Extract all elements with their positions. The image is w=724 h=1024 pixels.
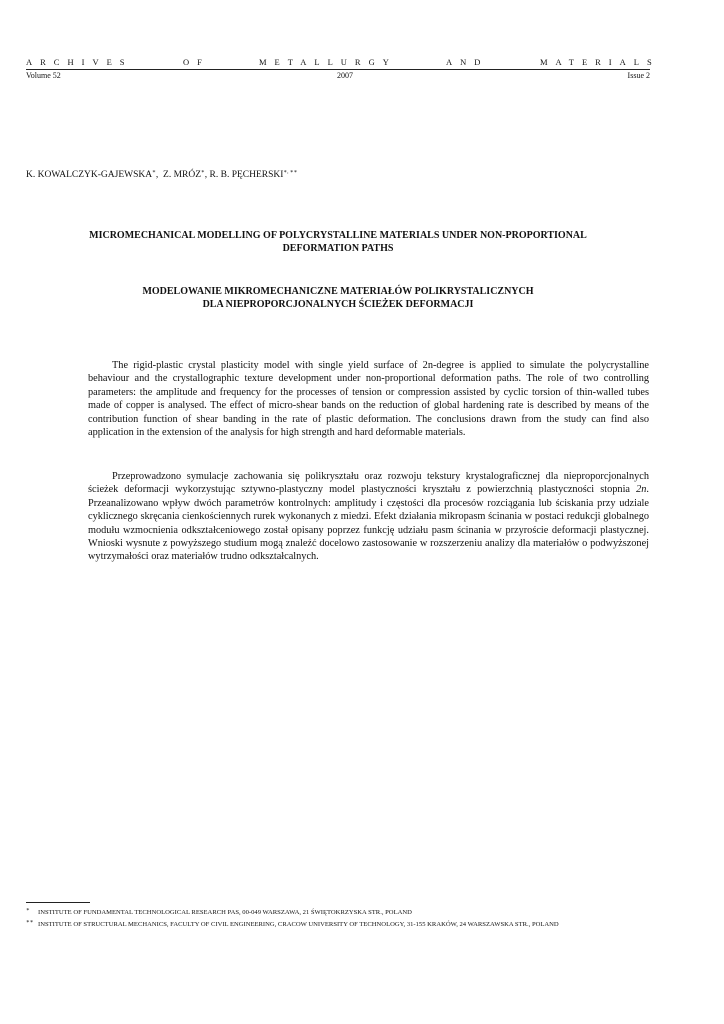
title-line: MICROMECHANICAL MODELLING OF POLYCRYSTALLINE MATERIALS UNDER NON-PROPORTIONAL	[89, 230, 587, 241]
abstract-polish	[88, 470, 649, 564]
journal-word-and: AND	[446, 57, 489, 67]
affiliation-mark: ∗	[152, 169, 156, 175]
title-line: DEFORMATION PATHS	[282, 242, 394, 254]
footnote-affiliation-1	[26, 907, 412, 916]
author-name: K. KOWALCZYK-GAJEWSKA	[26, 170, 153, 180]
paper-title-polish	[60, 286, 616, 311]
abstract-text: . Przeanalizowano wpływ dwóch parametrów kontrolnych: amplitudy i częstości dla procesów rozciągania lub ściskania przy udziale cyklicznego skręcania cienkościennych rurek wykonanych z miedzi. Efekt działania mikropasm ścinania w postaci redukcji globalnego modułu wzmocnienia odkształceniowego został opisany poprzez funkcję udziału pasm ścinania w przyroście deformacji plastycznej. Wnioski wysnute z powyższego studium mogą znaleźć docelowo zastosowanie w rozszerzeniu analizy dla materiałów o podwyższonej wytrzymałości oraz materiałów trudno odkształcalnych.	[88, 484, 649, 563]
header-rule	[26, 69, 650, 70]
author-name: Z. MRÓZ	[163, 170, 202, 180]
journal-word-metallurgy: METALLURGY	[259, 57, 397, 67]
abstract-text: Przeprowadzono symulacje zachowania się polikryształu oraz rozwoju tekstury krystalograficznej dla nieproporcjonalnych ścieżek deformacji wykorzystując sztywno-plastyczny model plastyczności kryształu z powierzchnią plastyczności stopnia	[88, 471, 649, 496]
footnote-text: INSTITUTE OF FUNDAMENTAL TECHNOLOGICAL RESEARCH PAS, 00-049 WARSZAWA, 21 ŚWIĘTOKRZYSKA STR., POLAND	[38, 909, 412, 916]
journal-word-archives: ARCHIVES	[26, 57, 133, 67]
footnote-mark: ∗∗	[26, 919, 34, 925]
footnote-mark: ∗	[26, 907, 30, 913]
math-symbol: 2n	[636, 484, 647, 496]
paper-title-english	[60, 230, 616, 255]
journal-word-of: OF	[183, 57, 210, 67]
affiliation-mark: ∗, ∗∗	[283, 169, 298, 175]
issue-label: Issue 2	[627, 71, 650, 80]
footnote-rule	[26, 902, 90, 903]
volume-label: Volume 52	[26, 71, 61, 80]
footnote-text: INSTITUTE OF STRUCTURAL MECHANICS, FACULTY OF CIVIL ENGINEERING, CRACOW UNIVERSITY OF TECHNOLOGY, 31-155 KRAKÓW, 24 WARSZAWSKA STR., POLAND	[38, 921, 559, 928]
abstract-english: The rigid-plastic crystal plasticity model with single yield surface of 2n-degree is applied to simulate the polycrystalline behaviour and the crystallographic texture development under non-proportional deformation paths. The role of two controlling parameters: the amplitude and frequency for the processes of tension or compression assisted by cyclic torsion of thin-walled tubes made of copper is analysed. The effect of micro-shear bands on the reduction of global hardening rate is described by means of the contribution function of shear banding in the rate of plastic deformation. The conclusions drawn from the study can find also application in the extension of the analysis for high strength and hard deformable materials.	[88, 360, 649, 439]
author-list: K. KOWALCZYK-GAJEWSKA∗, Z. MRÓZ∗, R. B. PĘCHERSKI∗, ∗∗	[26, 169, 298, 180]
year-label: 2007	[337, 71, 353, 80]
footnote-affiliation-2	[26, 919, 559, 928]
title-line: MODELOWANIE MIKROMECHANICZNE MATERIAŁÓW POLIKRYSTALICZNYCH	[142, 286, 534, 297]
author-name: R. B. PĘCHERSKI	[209, 170, 284, 180]
journal-word-materials: MATERIALS	[540, 57, 660, 67]
title-line: DLA NIEPROPORCJONALNYCH ŚCIEŻEK DEFORMACJI	[202, 298, 474, 310]
affiliation-mark: ∗	[201, 169, 205, 175]
